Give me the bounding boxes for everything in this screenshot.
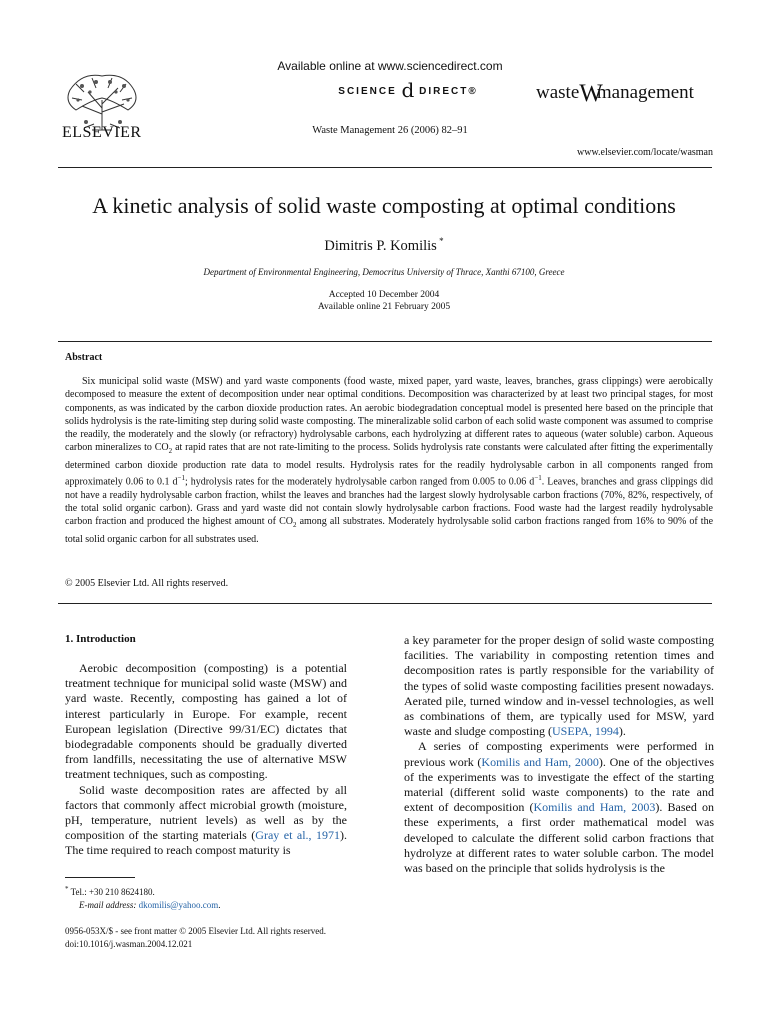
citation-link[interactable]: Gray et al., 1971 <box>255 828 340 843</box>
accepted-date: Accepted 10 December 2004 <box>328 290 440 300</box>
citation-link[interactable]: Komilis and Ham, 2000 <box>481 754 599 769</box>
unit-sup: −1 <box>534 474 542 483</box>
co2-sub: 2 <box>293 521 297 530</box>
footnote-mark: * <box>65 885 69 893</box>
footnote-rule <box>65 877 135 878</box>
abstract-part-3: ; hydrolysis rates for the moderately hydrolysable carbon ranged from 0.005 to 0.06 d <box>184 476 535 488</box>
citation-link[interactable]: Komilis and Ham, 2003 <box>533 800 656 815</box>
paragraph-text: Solid waste decomposition rates are affected by all factors that commonly affect microbial growth (moisture, pH, temperature, nutrient levels) as well as by the composition of the starting materials ( <box>65 782 347 843</box>
footer-meta <box>65 925 326 950</box>
sciencedirect-logo <box>318 78 498 102</box>
email-end: . <box>218 900 221 910</box>
paragraph-text: ). Based on these experiments, a first order mathematical model was developed to calculate the different solid carbon fractions that hydrolyze at different rates to water soluble carbon. The model was based on the principle that solids hydrolysis is the <box>404 800 714 876</box>
co2-text: CO <box>279 516 293 528</box>
available-online-text: Available online at www.sciencedirect.com <box>277 59 503 73</box>
sciencedirect-left: SCIENCE <box>338 86 397 97</box>
footnote-tel <box>65 883 220 899</box>
author-mark: * <box>436 236 444 246</box>
paragraph <box>404 633 714 739</box>
abstract-part-5: among all substrates. Moderately hydrolysable solid carbon fractions ranged from 16% to 90% of the total solid organic carbon for all substrates used. <box>65 516 714 545</box>
co2-sub: 2 <box>168 447 173 456</box>
journal-url[interactable]: www.elsevier.com/locate/wasman <box>577 147 713 158</box>
footnote-tel-text: Tel.: +30 210 8624180. <box>68 887 155 897</box>
abstract-bottom-rule <box>58 603 712 604</box>
abstract-part-2: at rapid rates that are not rate-limiting to the process. Solids hydrolysis rate constants were calculated after fitting the experimentally determined carbon dioxide production rate data to model results. Hydrolysis rates for the readily hydrolysable carbon in all components ranged from approximately 0.06 to 0.1 d <box>65 442 713 488</box>
abstract-part-4: . Leaves, branches and grass clippings did not have a readily hydrolysable carbon fraction, whilst the leaves and branches had the largest slowly hydrolysable carbon fractions (70%, 82%, respectively, of the total solid organic carbon). Grass and yard waste did not contain slowly hydrolysable carbon fractions. Food waste had the largest readily hydrolysable carbon fraction and produced the highest amount of <box>65 476 713 528</box>
journal-logo-management: management <box>596 82 694 103</box>
sciencedirect-at-icon: d <box>401 78 415 102</box>
abstract-body <box>65 375 713 546</box>
abstract-copyright: © 2005 Elsevier Ltd. All rights reserved. <box>65 578 229 589</box>
paragraph <box>65 783 347 859</box>
paragraph-text: a key parameter for the proper design of solid waste composting facilities. The variability in composting retention times and decomposition rates is partly responsible for the variability of the types of solid waste composting facilities present nowadays. Aerated pile, turned window and in-vessel technologies, as well as combinations of them, are typically used for MSW, yard waste and sludge composting ( <box>404 633 714 739</box>
sciencedirect-mark: ® <box>468 86 478 97</box>
footnote-email <box>65 899 220 912</box>
journal-reference: Waste Management 26 (2006) 82–91 <box>312 125 468 136</box>
journal-logo-waste: waste <box>536 82 580 103</box>
paragraph-text: ). <box>618 724 626 739</box>
paragraph <box>404 739 714 876</box>
left-column <box>65 661 347 859</box>
paragraph-text: ). One of the objectives of the experiments was to investigate the effect of the starting material (different solid waste components) to the rate and extent of decomposition ( <box>404 754 715 815</box>
journal-logo <box>536 80 694 108</box>
paragraph-text: ). The time required to reach compost maturity is <box>65 828 347 858</box>
article-title: A kinetic analysis of solid waste composting at optimal conditions <box>92 193 676 218</box>
abstract-heading: Abstract <box>65 352 103 363</box>
journal-logo-w-icon: W <box>579 80 597 107</box>
author-affiliation: Department of Environmental Engineering, Democritus University of Thrace, Xanthi 67100, Greece <box>203 267 565 277</box>
email-label: E-mail address: <box>79 900 139 910</box>
unit-sup: −1 <box>177 474 185 483</box>
citation-link[interactable]: USEPA, 1994 <box>551 724 619 739</box>
author-name: Dimitris P. Komilis <box>324 237 437 254</box>
doi-line[interactable]: doi:10.1016/j.wasman.2004.12.021 <box>65 938 193 949</box>
paragraph-text: A series of composting experiments were performed in previous work ( <box>404 739 714 769</box>
email-link[interactable]: dkomilis@yahoo.com <box>138 900 219 910</box>
footnote <box>65 883 220 912</box>
abstract-part-1: Six municipal solid waste (MSW) and yard waste components (food waste, mixed paper, yard waste, leaves, branches, grass clippings) were aerobically decomposed to measure the extent of decomposition under near optimal conditions. Decomposition was characterized by at least two principal stages, for most components, as was indicated by the carbon dioxide production rates. An aerobic biodegradation conceptual model is presented here based on the principle that solids hydrolysis is the rate-limiting step during solid waste composting. The mineralizable solid carbon of each solid waste component was assumed to comprise the readily, the moderately and the slowly (or refractory) hydrolysable carbons, each hydrolyzing at different rates to aqueous (water soluble) carbon. Aqueous carbon mineralizes to <box>65 376 713 454</box>
article-dates <box>40 289 728 313</box>
article-author <box>40 236 728 255</box>
available-date: Available online 21 February 2005 <box>317 302 451 312</box>
header-divider <box>58 167 712 168</box>
right-column <box>404 633 714 876</box>
abstract-top-rule <box>58 341 712 342</box>
issn-line: 0956-053X/$ - see front matter © 2005 Elsevier Ltd. All rights reserved. <box>65 926 327 936</box>
sciencedirect-right: DIRECT <box>419 86 469 97</box>
co2-text: CO <box>154 442 169 454</box>
publisher-name: ELSEVIER <box>62 124 142 141</box>
paragraph: Aerobic decomposition (composting) is a potential treatment technique for municipal solid waste (MSW) and yard waste. Recently, composting has gained a lot of interest particularly in Europe. For example, recent European legislation (Directive 99/31/EC) dictates that biodegradable components should be gradually diverted from landfills, necessitating the use of alternative MSW treatment techniques, such as composting. <box>65 661 347 782</box>
section-heading-introduction: 1. Introduction <box>65 633 136 645</box>
